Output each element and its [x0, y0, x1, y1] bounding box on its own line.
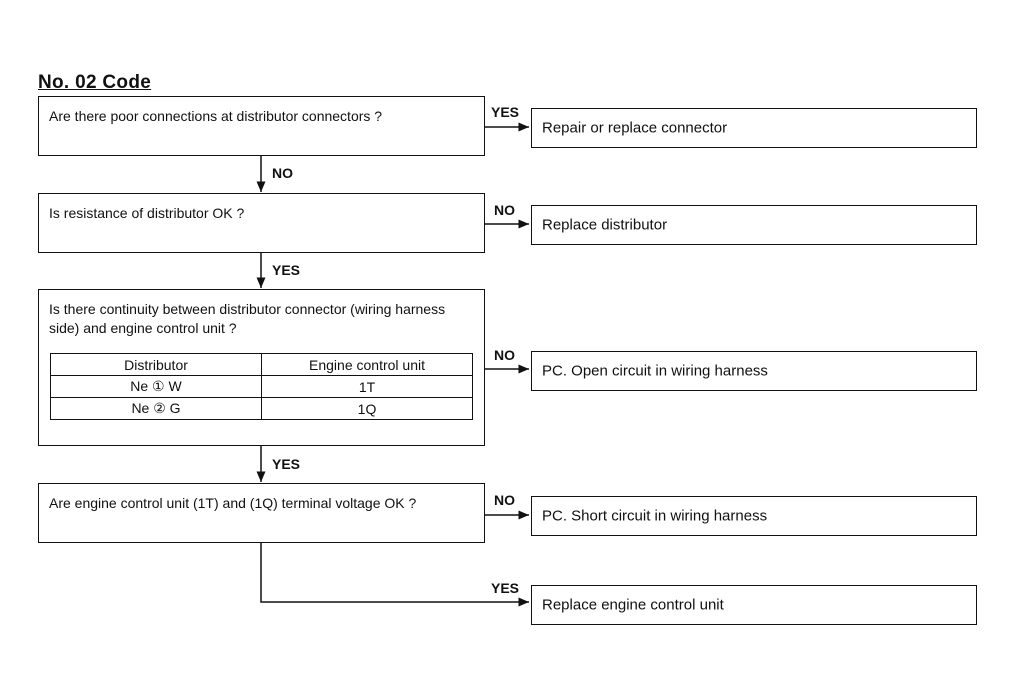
- question-box-1: [38, 96, 485, 156]
- next-label-3: YES: [272, 456, 301, 472]
- table-header-cell: Engine control unit: [262, 354, 473, 376]
- action-text-3: PC. Open circuit in wiring harness: [542, 362, 768, 380]
- table-row: [51, 376, 473, 398]
- final-action-text: Replace engine control unit: [542, 596, 724, 614]
- table-header-cell: Distributor: [51, 354, 262, 376]
- action-text-2: Replace distributor: [542, 216, 668, 234]
- page-title: No. 02 Code: [38, 72, 152, 93]
- branch-label-4: NO: [494, 492, 515, 508]
- final-action-box: [531, 585, 977, 625]
- table-cell: Ne ② G: [51, 398, 262, 420]
- arrow-q4-final: [261, 543, 529, 602]
- table-cell: 1T: [262, 376, 473, 398]
- question-text-1: Are there poor connections at distributor connectors ?: [49, 108, 383, 124]
- action-text-4: PC. Short circuit in wiring harness: [542, 507, 768, 525]
- action-box-4: [531, 496, 977, 536]
- question-text-4: Are engine control unit (1T) and (1Q) terminal voltage OK ?: [49, 495, 417, 511]
- action-box-2: [531, 205, 977, 245]
- table-cell: Ne ① W: [51, 376, 262, 398]
- branch-label-2: NO: [494, 202, 515, 218]
- action-text-1: Repair or replace connector: [542, 119, 728, 137]
- table-cell: 1Q: [262, 398, 473, 420]
- table-header-row: [51, 354, 473, 376]
- question-text-2: Is resistance of distributor OK ?: [49, 205, 245, 221]
- action-box-3: [531, 351, 977, 391]
- question-box-2: [38, 193, 485, 253]
- continuity-table: [50, 353, 473, 420]
- question-box-3: [38, 289, 485, 446]
- question-box-4: [38, 483, 485, 543]
- branch-label-3: NO: [494, 347, 515, 363]
- action-box-1: [531, 108, 977, 148]
- next-label-1: NO: [272, 165, 293, 181]
- final-label: YES: [491, 580, 520, 596]
- next-label-2: YES: [272, 262, 301, 278]
- table-row: [51, 398, 473, 420]
- question-text-3: Is there continuity between distributor connector (wiring harness side) and engine control unit ?: [49, 301, 446, 336]
- branch-label-1: YES: [491, 104, 520, 120]
